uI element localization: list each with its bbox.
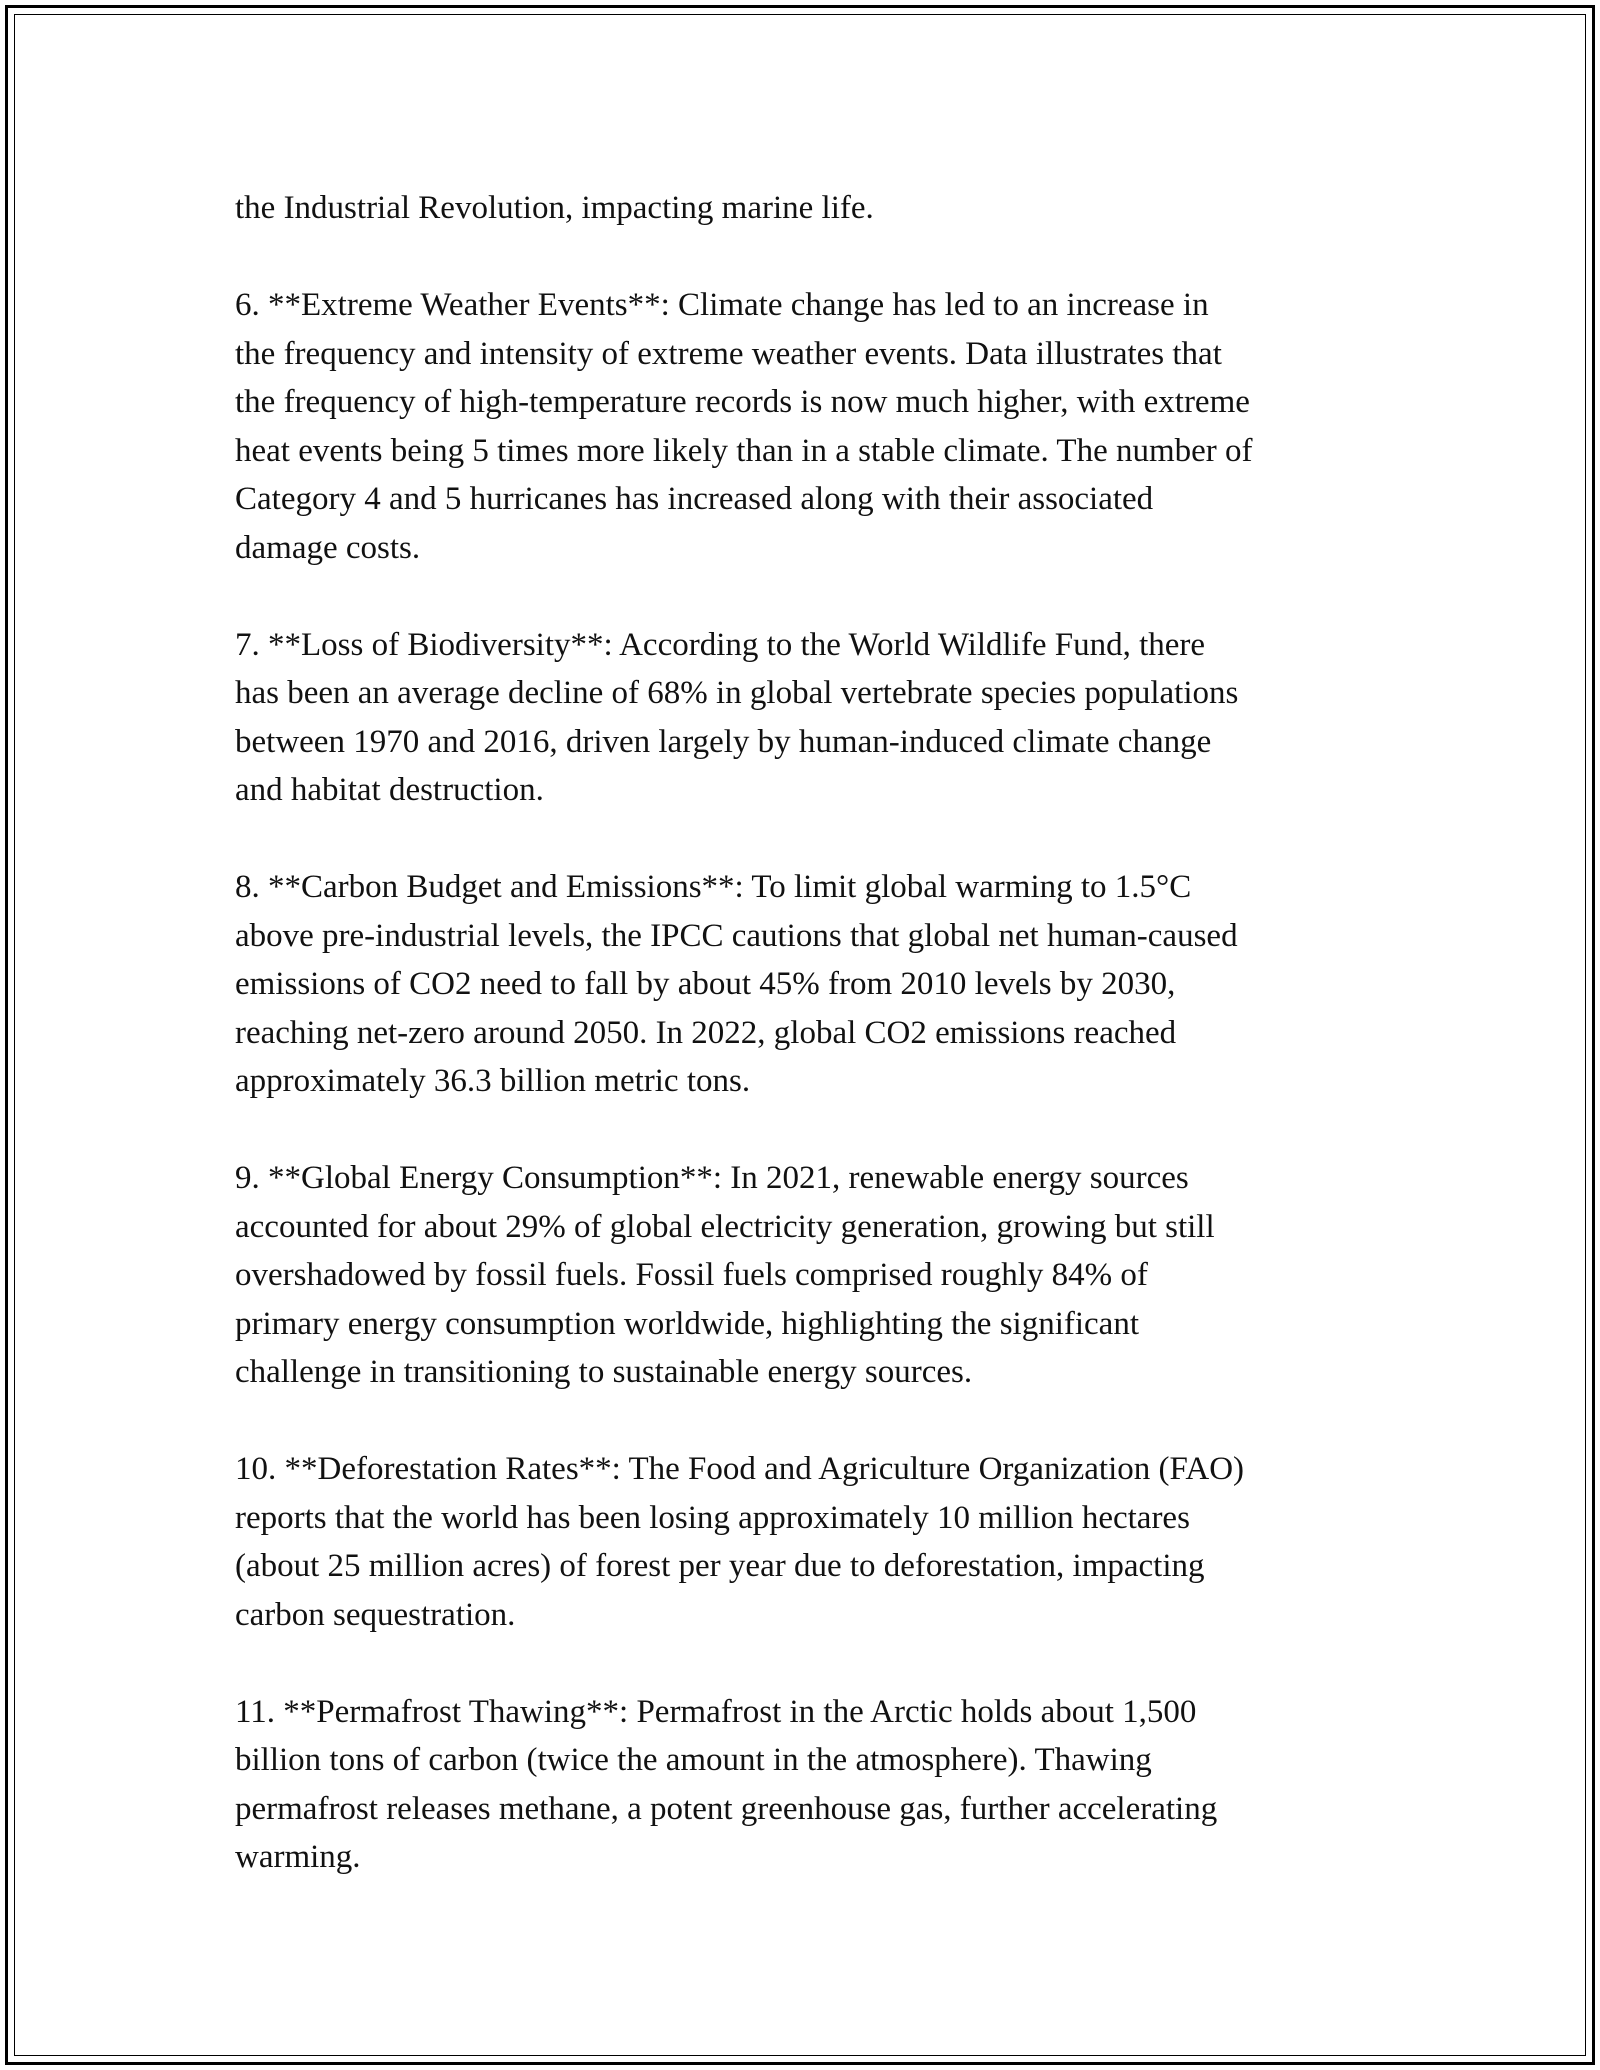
paragraph-extreme-weather: 6. **Extreme Weather Events**: Climate change has led to an increase in the frequency and intensity of extreme weather events. Data illustrates that the frequency of high-temperature records is now much higher, with extreme heat events being 5 times more likely than in a stable climate. The number of Category 4 and 5 hurricanes has increased along with their associated damage costs. <box>235 287 1253 566</box>
paragraph-continuation: the Industrial Revolution, impacting marine life. <box>235 190 874 226</box>
paragraph-permafrost: 11. **Permafrost Thawing**: Permafrost in the Arctic holds about 1,500 billion tons of carbon (twice the amount in the atmosphere). Thawing permafrost releases methane, a potent greenhouse gas, further accelerating warming. <box>235 1693 1218 1875</box>
document-body <box>235 184 1395 1930</box>
paragraph-biodiversity: 7. **Loss of Biodiversity**: According to the World Wildlife Fund, there has been an average decline of 68% in global vertebrate species populations between 1970 and 2016, driven largely by human-induced climate change and habitat destruction. <box>235 626 1239 808</box>
paragraph-energy-consumption: 9. **Global Energy Consumption**: In 2021, renewable energy sources accounted for about 29% of global electricity generation, growing but still overshadowed by fossil fuels. Fossil fuels comprised roughly 84% of primary energy consumption worldwide, highlighting the significant challenge in transitioning to sustainable energy sources. <box>235 1160 1215 1390</box>
paragraph-deforestation: 10. **Deforestation Rates**: The Food and Agriculture Organization (FAO) reports that the world has been losing approximately 10 million hectares (about 25 million acres) of forest per year due to deforestation, impacting carbon sequestration. <box>235 1451 1245 1633</box>
paragraph-carbon-budget: 8. **Carbon Budget and Emissions**: To limit global warming to 1.5°C above pre-industrial levels, the IPCC cautions that global net human-caused emissions of CO2 need to fall by about 45% from 2010 levels by 2030, reaching net-zero around 2050. In 2022, global CO2 emissions reached approximately 36.3 billion metric tons. <box>235 869 1238 1099</box>
